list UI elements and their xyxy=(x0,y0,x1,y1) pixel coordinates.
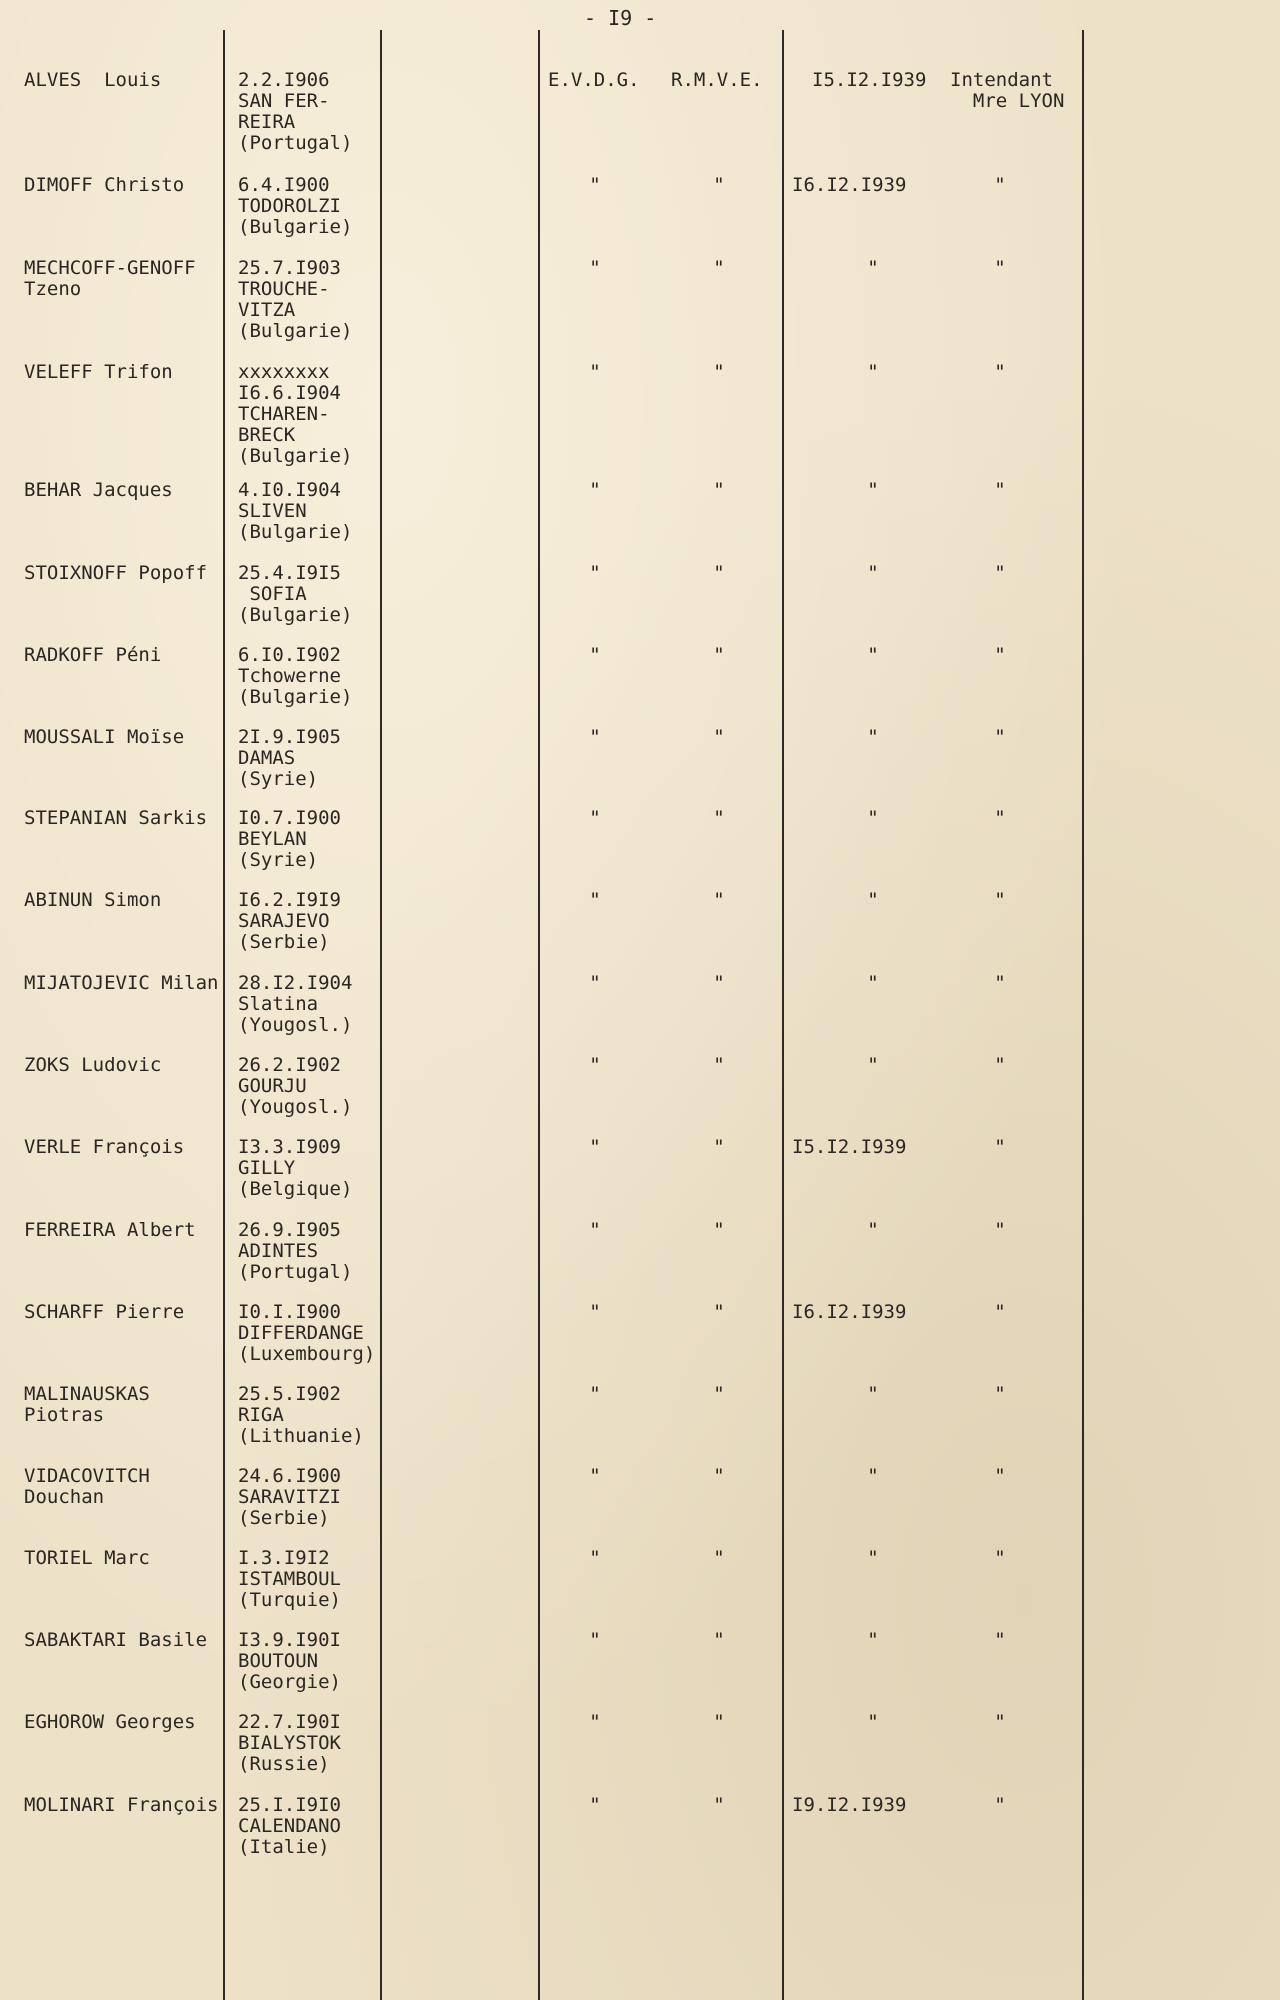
engagement-date: I6.I2.I939 xyxy=(792,174,907,196)
ditto-mark: " xyxy=(994,174,1006,196)
column-rule-1 xyxy=(223,30,225,2000)
engagement-date: I6.I2.I939 xyxy=(792,1301,907,1323)
birth-info: 25.I.I9I0 CALENDANO (Italie) xyxy=(238,1794,341,1858)
ditto-mark: " xyxy=(867,972,879,994)
birth-info: I.3.I9I2 ISTAMBOUL (Turquie) xyxy=(238,1547,341,1611)
ditto-mark: " xyxy=(589,1711,601,1733)
person-name: DIMOFF Christo xyxy=(24,174,185,196)
ditto-mark: " xyxy=(713,1711,725,1733)
ditto-mark: " xyxy=(994,644,1006,666)
ditto-mark: " xyxy=(867,361,879,383)
ditto-mark: " xyxy=(867,807,879,829)
birth-info: 26.9.I905 ADINTES (Portugal) xyxy=(238,1219,353,1283)
ditto-mark: " xyxy=(994,1383,1006,1405)
person-name: MOLINARI François xyxy=(24,1794,219,1816)
column-rule-5 xyxy=(1082,30,1084,2000)
person-name: EGHOROW Georges xyxy=(24,1711,196,1733)
ditto-mark: " xyxy=(994,1219,1006,1241)
birth-info: 25.4.I9I5 SOFIA (Bulgarie) xyxy=(238,562,353,626)
birth-info: xxxxxxxx I6.6.I904 TCHAREN- BRECK (Bulgarie) xyxy=(238,361,353,467)
person-name: MALINAUSKAS Piotras xyxy=(24,1383,150,1426)
ditto-mark: " xyxy=(994,1629,1006,1651)
birth-info: 28.I2.I904 Slatina (Yougosl.) xyxy=(238,972,353,1036)
ditto-mark: " xyxy=(713,361,725,383)
ditto-mark: " xyxy=(994,257,1006,279)
person-name: FERREIRA Albert xyxy=(24,1219,196,1241)
ditto-mark: " xyxy=(589,257,601,279)
birth-info: 2I.9.I905 DAMAS (Syrie) xyxy=(238,726,341,790)
ditto-mark: " xyxy=(589,1547,601,1569)
ditto-mark: " xyxy=(867,1547,879,1569)
person-name: MIJATOJEVIC Milan xyxy=(24,972,219,994)
ditto-mark: " xyxy=(589,1794,601,1816)
ditto-mark: " xyxy=(589,1136,601,1158)
ditto-mark: " xyxy=(713,1547,725,1569)
ditto-mark: " xyxy=(994,1465,1006,1487)
page-number: - I9 - xyxy=(584,6,657,30)
ditto-mark: " xyxy=(994,807,1006,829)
ditto-mark: " xyxy=(867,1054,879,1076)
column-evdg: E.V.D.G. xyxy=(548,69,640,91)
ditto-mark: " xyxy=(867,1383,879,1405)
ditto-mark: " xyxy=(589,972,601,994)
person-name: VELEFF Trifon xyxy=(24,361,173,383)
ditto-mark: " xyxy=(867,257,879,279)
birth-info: I0.7.I900 BEYLAN (Syrie) xyxy=(238,807,341,871)
ditto-mark: " xyxy=(867,726,879,748)
column-rule-3 xyxy=(538,30,540,2000)
ditto-mark: " xyxy=(589,1301,601,1323)
birth-info: 25.7.I903 TROUCHE- VITZA (Bulgarie) xyxy=(238,257,353,342)
person-name: STEPANIAN Sarkis xyxy=(24,807,208,829)
ditto-mark: " xyxy=(589,1383,601,1405)
ditto-mark: " xyxy=(994,562,1006,584)
ditto-mark: " xyxy=(713,562,725,584)
ditto-mark: " xyxy=(867,479,879,501)
ditto-mark: " xyxy=(589,726,601,748)
person-name: MOUSSALI Moïse xyxy=(24,726,185,748)
engagement-date: I9.I2.I939 xyxy=(792,1794,907,1816)
ditto-mark: " xyxy=(713,1136,725,1158)
person-name: RADKOFF Péni xyxy=(24,644,162,666)
ditto-mark: " xyxy=(589,562,601,584)
birth-info: 6.I0.I902 Tchowerne (Bulgarie) xyxy=(238,644,353,708)
ditto-mark: " xyxy=(713,257,725,279)
ditto-mark: " xyxy=(713,1629,725,1651)
ditto-mark: " xyxy=(589,889,601,911)
ditto-mark: " xyxy=(867,1465,879,1487)
ditto-mark: " xyxy=(589,479,601,501)
ditto-mark: " xyxy=(713,1794,725,1816)
person-name: BEHAR Jacques xyxy=(24,479,173,501)
ditto-mark: " xyxy=(867,1711,879,1733)
ditto-mark: " xyxy=(994,1794,1006,1816)
person-name: STOIXNOFF Popoff xyxy=(24,562,208,584)
person-name: SABAKTARI Basile xyxy=(24,1629,208,1651)
ditto-mark: " xyxy=(994,1547,1006,1569)
birth-info: I3.9.I90I BOUTOUN (Georgie) xyxy=(238,1629,341,1693)
ditto-mark: " xyxy=(713,807,725,829)
ditto-mark: " xyxy=(589,807,601,829)
assignment-text: Intendant Mre LYON xyxy=(950,69,1065,112)
ditto-mark: " xyxy=(713,1301,725,1323)
ditto-mark: " xyxy=(589,644,601,666)
ditto-mark: " xyxy=(589,174,601,196)
birth-info: I3.3.I909 GILLY (Belgique) xyxy=(238,1136,353,1200)
column-rmve: R.M.V.E. xyxy=(671,69,763,91)
ditto-mark: " xyxy=(867,644,879,666)
ditto-mark: " xyxy=(589,1629,601,1651)
engagement-date: I5.I2.I939 xyxy=(792,1136,907,1158)
ditto-mark: " xyxy=(994,889,1006,911)
ditto-mark: " xyxy=(713,1219,725,1241)
ditto-mark: " xyxy=(589,1465,601,1487)
ditto-mark: " xyxy=(994,1054,1006,1076)
ditto-mark: " xyxy=(867,562,879,584)
engagement-date: I5.I2.I939 xyxy=(812,69,927,91)
ditto-mark: " xyxy=(994,1301,1006,1323)
person-name: ABINUN Simon xyxy=(24,889,162,911)
birth-info: 24.6.I900 SARAVITZI (Serbie) xyxy=(238,1465,341,1529)
ditto-mark: " xyxy=(867,1629,879,1651)
person-name: MECHCOFF-GENOFF Tzeno xyxy=(24,257,196,300)
birth-info: I6.2.I9I9 SARAJEVO (Serbie) xyxy=(238,889,341,953)
person-name: VERLE François xyxy=(24,1136,185,1158)
person-name: ALVES Louis xyxy=(24,69,162,91)
ditto-mark: " xyxy=(589,1219,601,1241)
ditto-mark: " xyxy=(713,174,725,196)
ditto-mark: " xyxy=(713,972,725,994)
birth-info: I0.I.I900 DIFFERDANGE (Luxembourg) xyxy=(238,1301,376,1365)
ditto-mark: " xyxy=(994,1711,1006,1733)
person-name: TORIEL Marc xyxy=(24,1547,150,1569)
column-rule-2 xyxy=(380,30,382,2000)
birth-info: 26.2.I902 GOURJU (Yougosl.) xyxy=(238,1054,353,1118)
ditto-mark: " xyxy=(994,972,1006,994)
ditto-mark: " xyxy=(589,1054,601,1076)
ditto-mark: " xyxy=(713,644,725,666)
ditto-mark: " xyxy=(589,361,601,383)
birth-info: 4.I0.I904 SLIVEN (Bulgarie) xyxy=(238,479,353,543)
ditto-mark: " xyxy=(994,479,1006,501)
person-name: VIDACOVITCH Douchan xyxy=(24,1465,150,1508)
ditto-mark: " xyxy=(867,1219,879,1241)
ditto-mark: " xyxy=(713,889,725,911)
ditto-mark: " xyxy=(713,1465,725,1487)
ditto-mark: " xyxy=(713,1383,725,1405)
birth-info: 6.4.I900 TODOROLZI (Bulgarie) xyxy=(238,174,353,238)
ditto-mark: " xyxy=(713,479,725,501)
birth-info: 2.2.I906 SAN FER- REIRA (Portugal) xyxy=(238,69,353,154)
ditto-mark: " xyxy=(994,1136,1006,1158)
person-name: ZOKS Ludovic xyxy=(24,1054,162,1076)
ditto-mark: " xyxy=(713,726,725,748)
ditto-mark: " xyxy=(994,726,1006,748)
person-name: SCHARFF Pierre xyxy=(24,1301,185,1323)
ditto-mark: " xyxy=(994,361,1006,383)
column-rule-4 xyxy=(782,30,784,2000)
birth-info: 22.7.I90I BIALYSTOK (Russie) xyxy=(238,1711,341,1775)
birth-info: 25.5.I902 RIGA (Lithuanie) xyxy=(238,1383,364,1447)
ditto-mark: " xyxy=(713,1054,725,1076)
ditto-mark: " xyxy=(867,889,879,911)
